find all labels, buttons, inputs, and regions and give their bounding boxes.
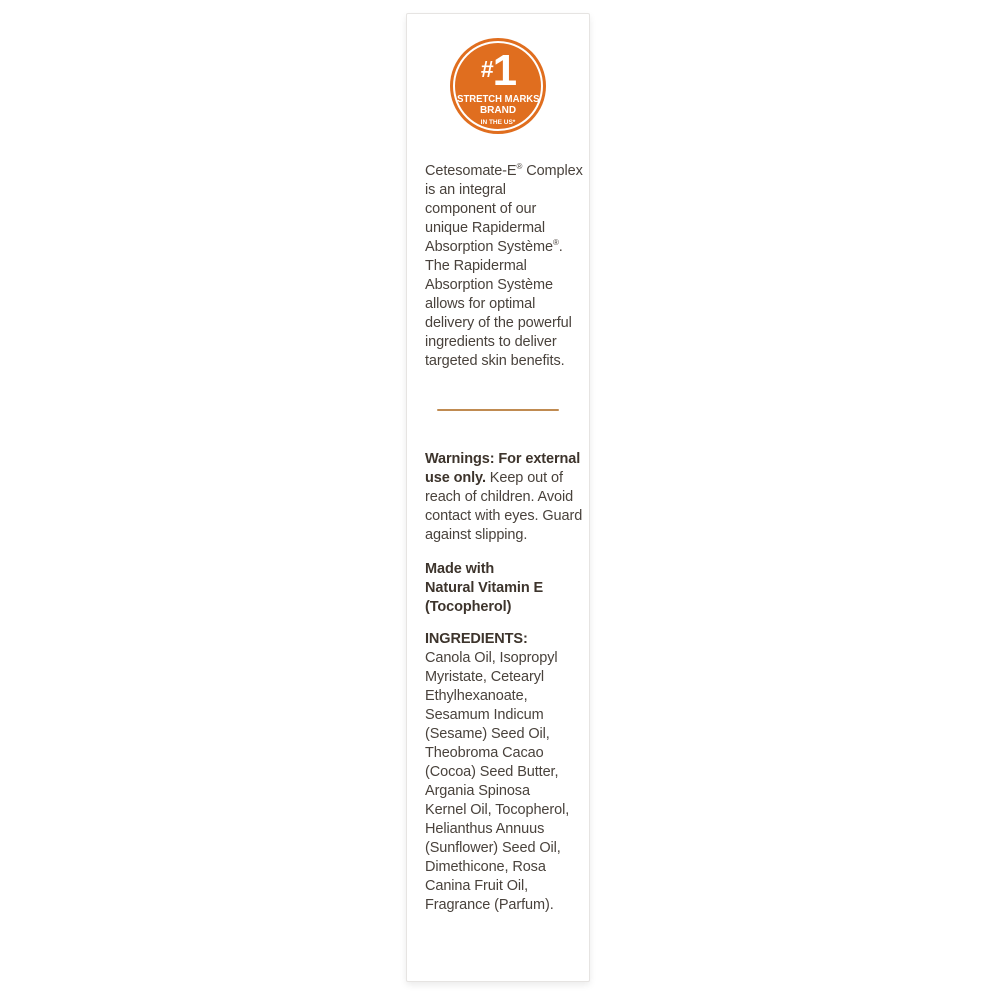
number-one-brand-badge bbox=[450, 38, 546, 134]
made-with-text bbox=[407, 560, 589, 617]
badge-hash: # bbox=[480, 55, 493, 82]
text-line: Ethylhexanoate, bbox=[425, 688, 528, 704]
text-line: (Tocopherol) bbox=[425, 599, 512, 615]
text-line: ingredients to deliver bbox=[425, 334, 557, 350]
text-line: Canina Fruit Oil, bbox=[425, 878, 529, 894]
text-line: (Cocoa) Seed Butter, bbox=[425, 764, 559, 780]
text-line: Fragrance (Parfum). bbox=[425, 897, 554, 913]
text-line: reach of children. Avoid bbox=[425, 489, 574, 505]
badge-rank bbox=[480, 45, 516, 95]
badge-content bbox=[450, 38, 546, 134]
text-line: Made with bbox=[425, 561, 495, 577]
text-line: Kernel Oil, Tocopherol, bbox=[425, 802, 570, 818]
text-line: Natural Vitamin E bbox=[425, 580, 544, 596]
text-line: delivery of the powerful bbox=[425, 315, 572, 331]
text-line: Argania Spinosa bbox=[425, 783, 530, 799]
text-line: (Sesame) Seed Oil, bbox=[425, 726, 550, 742]
package-side-panel bbox=[406, 13, 590, 982]
text-line: Sesamum Indicum bbox=[425, 707, 544, 723]
ingredients-list bbox=[425, 649, 589, 915]
text-line: component of our bbox=[425, 201, 537, 217]
ingredients-heading: INGREDIENTS: bbox=[425, 631, 528, 647]
product-description bbox=[407, 162, 589, 371]
text-line: Theobroma Cacao bbox=[425, 745, 544, 761]
text-line: Absorption Système®. bbox=[425, 238, 563, 255]
text-line: targeted skin benefits. bbox=[425, 353, 565, 369]
text-line: is an integral bbox=[425, 182, 506, 198]
text-line: Dimethicone, Rosa bbox=[425, 859, 546, 875]
text-line: Cetesomate-E® Complex bbox=[425, 162, 583, 179]
text-line: against slipping. bbox=[425, 527, 528, 543]
text-line: Myristate, Cetearyl bbox=[425, 669, 544, 685]
text-line: (Sunflower) Seed Oil, bbox=[425, 840, 561, 856]
ingredients-section bbox=[407, 630, 589, 915]
badge-line-in-the-us: IN THE US* bbox=[480, 118, 516, 126]
badge-line-brand: BRAND bbox=[479, 104, 517, 116]
warnings-text bbox=[407, 450, 589, 545]
text-line: The Rapidermal bbox=[425, 258, 527, 274]
text-line: use only. Keep out of bbox=[425, 470, 563, 486]
text-line: Absorption Système bbox=[425, 277, 553, 293]
section-divider bbox=[437, 409, 559, 411]
text-line: Warnings: For external bbox=[425, 451, 581, 467]
text-line: Helianthus Annuus bbox=[425, 821, 545, 837]
text-line: Canola Oil, Isopropyl bbox=[425, 650, 558, 666]
text-line: contact with eyes. Guard bbox=[425, 508, 583, 524]
badge-number: 1 bbox=[492, 45, 516, 95]
text-line: unique Rapidermal bbox=[425, 220, 546, 236]
badge-line-stretch-marks: STRETCH MARKS bbox=[456, 93, 540, 105]
text-line: allows for optimal bbox=[425, 296, 536, 312]
